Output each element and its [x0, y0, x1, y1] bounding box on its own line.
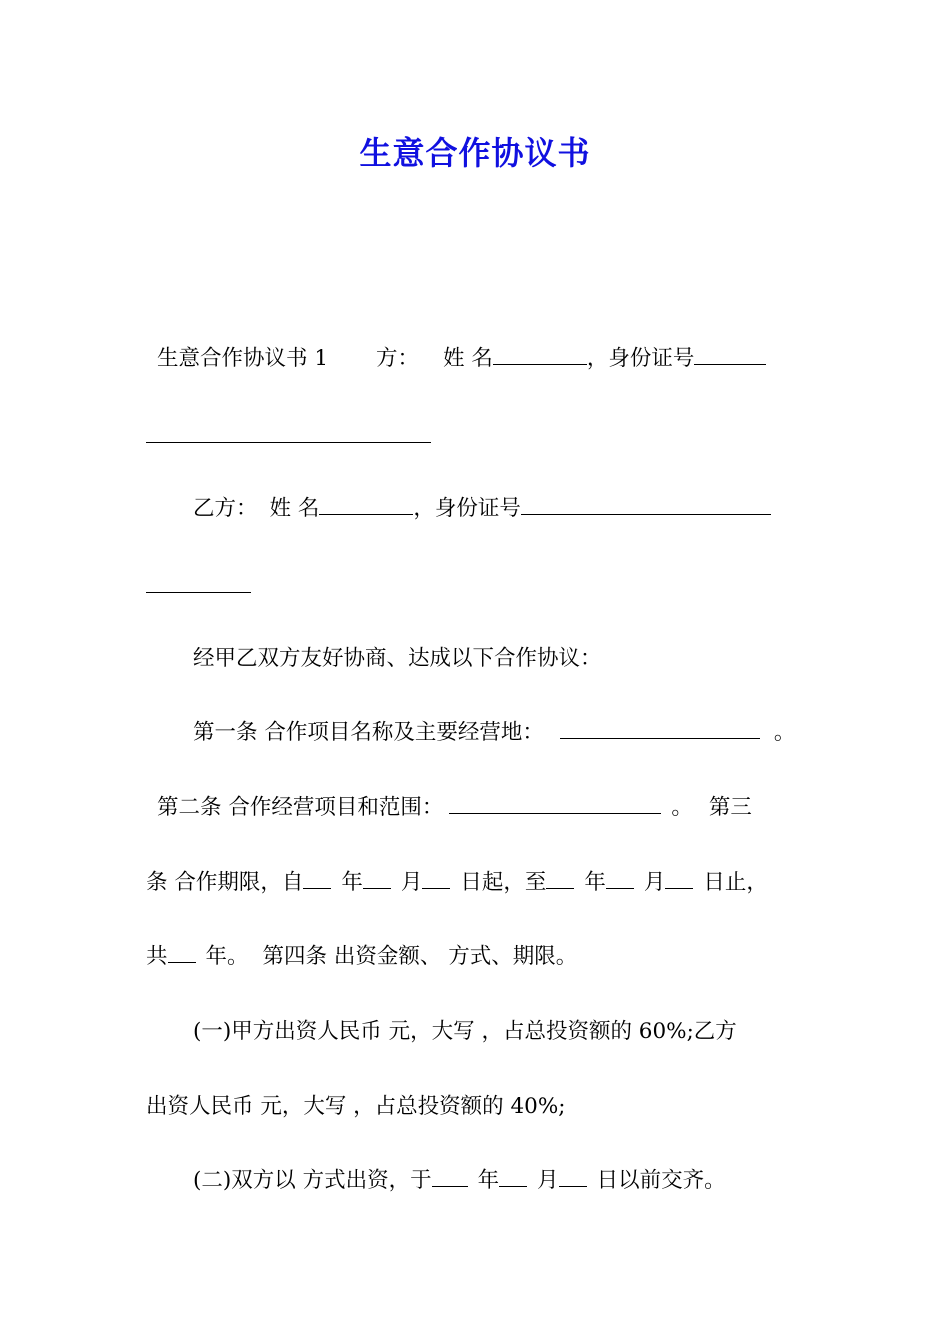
party-a-id-blank-cont: [146, 442, 431, 443]
intro-text: 经甲乙双方友好协商、达成以下合作协议：: [193, 646, 602, 671]
end-day-label: 日止，: [703, 870, 768, 895]
party-a-id-label: ，身份证号: [586, 346, 695, 371]
deadline-day-blank: [559, 1168, 587, 1187]
total-years-blank: [168, 944, 196, 963]
article-4-text: 第四条 出资金额、 方式、期限。: [262, 944, 578, 969]
party-b-id-blank-cont: [146, 592, 251, 593]
party-a-label: 方：: [376, 346, 420, 371]
party-b-label: 乙方：: [193, 496, 258, 521]
end-month-label: 月: [643, 870, 666, 895]
deadline-year-blank: [432, 1168, 468, 1187]
article-3: [146, 868, 768, 898]
total-unit: 年。: [205, 944, 249, 969]
start-month-blank: [363, 870, 391, 889]
start-day-blank: [422, 870, 450, 889]
party-a-id-blank: [694, 346, 766, 365]
clause-2-text: (二)双方以 方式出资，于: [193, 1168, 432, 1193]
total-label: 共: [146, 944, 168, 969]
start-year-blank: [303, 870, 331, 889]
start-day-label: 日起，至: [460, 870, 547, 895]
start-year-label: 年: [341, 870, 363, 895]
clause-1-line-1: (一)甲方出资人民币 元，大写 ，占总投资额的 60%;乙方: [193, 1019, 737, 1044]
deadline-month-blank: [499, 1168, 527, 1187]
party-b-id-blank: [521, 496, 771, 515]
clause-2: [193, 1166, 726, 1196]
party-a-name-blank: [493, 346, 587, 365]
party-a-name-label: 姓 名: [443, 346, 493, 371]
end-day-blank: [665, 870, 693, 889]
article-1-end: 。: [773, 720, 796, 745]
party-b-id-label: ，身份证号: [413, 496, 521, 521]
article-2-blank: [449, 795, 661, 814]
start-month-label: 月: [400, 870, 423, 895]
end-month-blank: [606, 870, 634, 889]
party-b-name-label: 姓 名: [269, 496, 320, 521]
deadline-year-label: 年: [477, 1168, 500, 1193]
article-2-text: 第二条 合作经营项目和范围：: [157, 795, 444, 820]
clause-1-line-2: 出资人民币 元，大写 ，占总投资额的 40%;: [146, 1094, 566, 1119]
article-1-blank: [560, 720, 760, 739]
article-2: [157, 793, 752, 823]
deadline-month-label: 月: [537, 1168, 559, 1193]
party-a-line: [157, 344, 766, 374]
article-1: [193, 718, 795, 748]
clause-2-tail: 日以前交齐。: [596, 1168, 726, 1193]
document-title: 生意合作协议书: [359, 134, 591, 172]
article-2-end: 。: [671, 795, 693, 820]
article-1-text: 第一条 合作项目名称及主要经营地：: [193, 720, 544, 745]
party-b-name-blank: [319, 496, 413, 515]
article-3-start: 第三: [708, 795, 752, 820]
article-3-text: 条 合作期限，自: [146, 870, 304, 895]
end-year-blank: [546, 870, 574, 889]
party-a-prefix: 生意合作协议书 1: [157, 346, 329, 371]
party-b-line: [193, 494, 771, 524]
end-year-label: 年: [584, 870, 606, 895]
article-3-total: [146, 942, 577, 972]
